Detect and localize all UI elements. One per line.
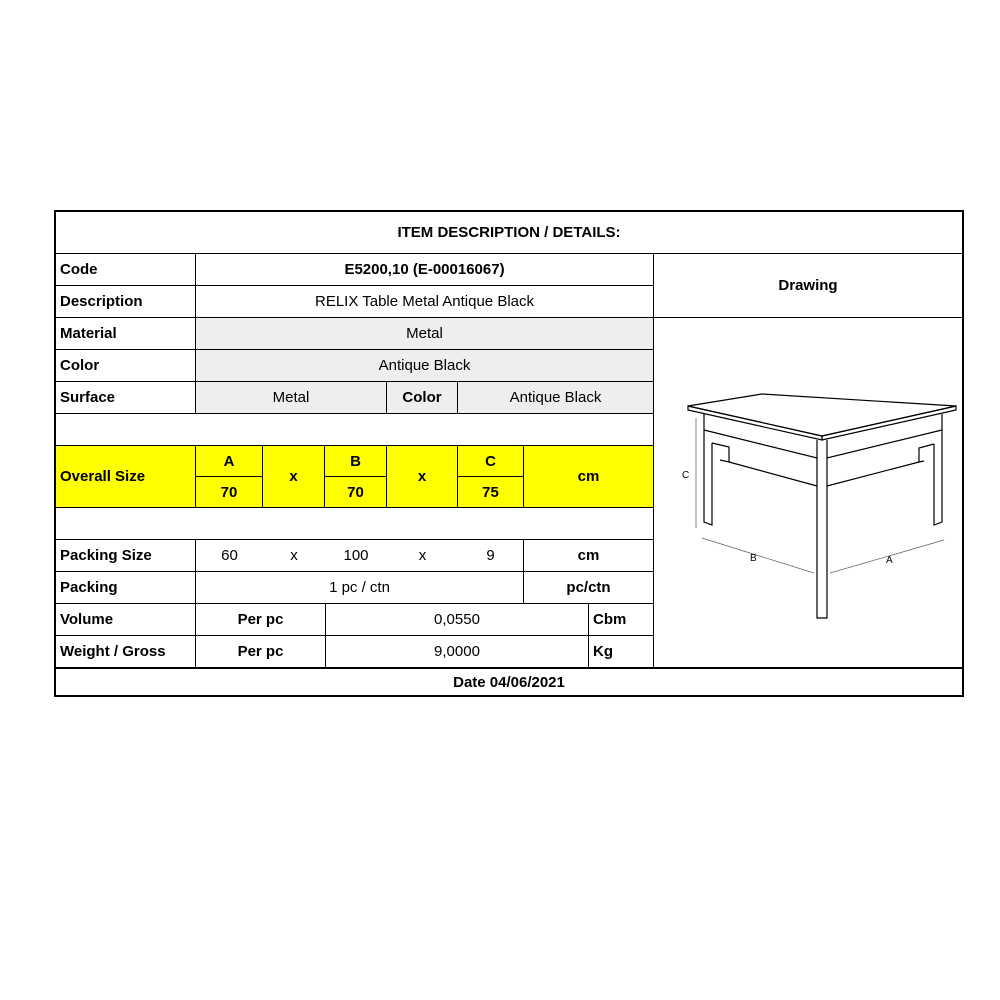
weight-per: Per pc xyxy=(196,636,326,668)
times-sign: x xyxy=(263,540,325,572)
times-sign: x xyxy=(387,540,458,572)
drawing-title: Drawing xyxy=(654,254,962,318)
overall-size-label: Overall Size xyxy=(56,446,196,508)
packing-size-a: 60 xyxy=(196,540,263,572)
weight-unit: Kg xyxy=(589,636,654,668)
item-details-sheet xyxy=(54,210,964,697)
description-value: RELIX Table Metal Antique Black xyxy=(196,286,654,318)
packing-label: Packing xyxy=(56,572,196,604)
dim-b-marker: B xyxy=(750,553,757,564)
volume-value: 0,0550 xyxy=(326,604,589,636)
packing-size-c: 9 xyxy=(458,540,524,572)
surface-label: Surface xyxy=(56,382,196,414)
overall-size-unit: cm xyxy=(524,446,654,508)
color-value: Antique Black xyxy=(196,350,654,382)
packing-size-b: 100 xyxy=(325,540,387,572)
color-label: Color xyxy=(56,350,196,382)
volume-per: Per pc xyxy=(196,604,326,636)
footer-date: Date 04/06/2021 xyxy=(56,668,962,695)
sheet-title: ITEM DESCRIPTION / DETAILS: xyxy=(56,212,962,254)
packing-unit: pc/ctn xyxy=(524,572,654,604)
spacer-row xyxy=(56,508,654,540)
dim-c-marker: C xyxy=(682,470,690,481)
packing-size-label: Packing Size xyxy=(56,540,196,572)
description-label: Description xyxy=(56,286,196,318)
table-drawing xyxy=(654,318,962,666)
code-value: E5200,10 (E-00016067) xyxy=(196,254,654,286)
times-sign: x xyxy=(263,446,325,508)
surface-value: Metal xyxy=(196,382,387,414)
dim-b-value: 70 xyxy=(325,477,387,508)
packing-value: 1 pc / ctn xyxy=(196,572,524,604)
code-label: Code xyxy=(56,254,196,286)
packing-size-unit: cm xyxy=(524,540,654,572)
dim-b-label: B xyxy=(325,446,387,477)
material-value: Metal xyxy=(196,318,654,350)
dim-a-label: A xyxy=(196,446,263,477)
dim-c-value: 75 xyxy=(458,477,524,508)
surface-color-value: Antique Black xyxy=(458,382,654,414)
volume-label: Volume xyxy=(56,604,196,636)
dim-a-value: 70 xyxy=(196,477,263,508)
dim-a-marker: A xyxy=(886,555,893,566)
surface-color-label: Color xyxy=(387,382,458,414)
dim-c-label: C xyxy=(458,446,524,477)
times-sign: x xyxy=(387,446,458,508)
weight-value: 9,0000 xyxy=(326,636,589,668)
volume-unit: Cbm xyxy=(589,604,654,636)
weight-label: Weight / Gross xyxy=(56,636,196,668)
spacer-row xyxy=(56,414,654,446)
material-label: Material xyxy=(56,318,196,350)
